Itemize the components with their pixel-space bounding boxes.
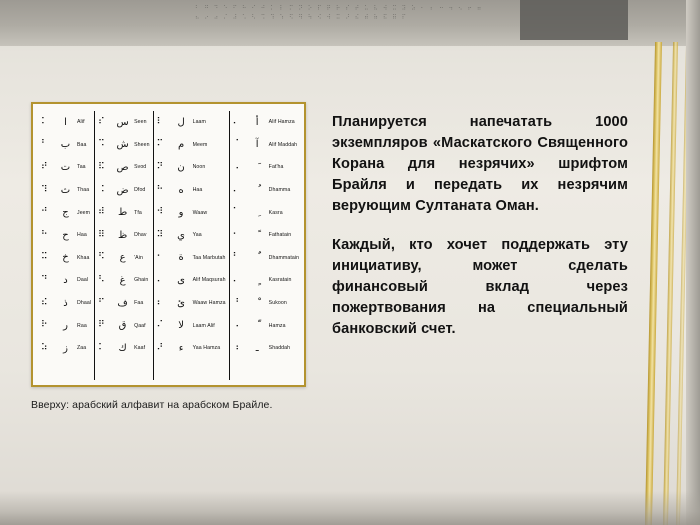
braille-glyph: ⠠ [232, 161, 239, 172]
letter-name: Sukoon [268, 300, 287, 307]
letter-name: Fat'ha [268, 164, 284, 171]
letter-name: Haa [77, 232, 87, 239]
chart-cell [41, 224, 91, 247]
braille-glyph: ⠺ [156, 207, 163, 218]
letter-name: Qaaf [134, 322, 146, 329]
chart-cell [233, 111, 299, 134]
arabic-letter: ط [117, 207, 128, 219]
letter-name: Alif Hamza [268, 119, 295, 126]
arabic-letter: ـ [255, 342, 259, 354]
braille-glyph: ⠍ [156, 139, 163, 150]
braille-glyph: ⠓ [156, 184, 163, 195]
arabic-letter: ق [118, 320, 127, 332]
letter-name: Yaa Hamza [192, 345, 221, 352]
chart-cell [41, 156, 91, 179]
chart-cell [233, 156, 299, 179]
arabic-letter: ض [116, 184, 129, 196]
braille-glyph: ⠓ [41, 229, 47, 240]
braille-glyph: ⠩ [98, 139, 104, 150]
arabic-letter [249, 185, 266, 196]
chart-cell [98, 111, 150, 134]
letter-name: Taa [77, 164, 86, 171]
arabic-letter: ا [64, 116, 67, 128]
panel-text-block [332, 112, 628, 340]
paragraph-2: Каждый, кто хочет поддержать эту инициативу, может сделать финансовый вклад через пожертвования на специальный банковский счет. [332, 237, 628, 337]
chart-cell [233, 337, 299, 360]
chart-cell [233, 314, 299, 337]
letter-name: Kaaf [134, 345, 146, 352]
arabic-letter: ة [178, 252, 184, 264]
arabic-letter: آ [255, 139, 259, 151]
letter-name: Dhamma [268, 187, 291, 194]
letter-name: Seen [134, 119, 147, 126]
letter-name: Sheen [134, 141, 150, 148]
arabic-letter: ت [60, 161, 71, 173]
arabic-letter [249, 230, 266, 241]
chart-cell [41, 292, 91, 315]
chart-cell [157, 179, 226, 202]
chart-cell [157, 292, 226, 315]
braille-glyph: ⠝ [156, 161, 163, 172]
arabic-letter: ئ [177, 297, 185, 309]
arabic-letter: لا [178, 320, 184, 332]
arabic-letter: ث [60, 184, 71, 196]
chart-column [95, 111, 154, 380]
panel-right-edge [686, 0, 700, 525]
braille-glyph: ⠅ [41, 116, 47, 127]
chart-cell [41, 201, 91, 224]
letter-name: Tfa [134, 209, 142, 216]
braille-glyph: ⠁ [232, 207, 239, 218]
braille-glyph: ⠙ [41, 274, 47, 285]
braille-glyph: ⠨ [98, 184, 104, 195]
arabic-letter: خ [62, 252, 69, 264]
chart-cell [157, 156, 226, 179]
chart-cell [157, 337, 226, 360]
braille-glyph: ⠆ [156, 297, 163, 308]
chart-cell [41, 314, 91, 337]
braille-glyph: ⠫ [98, 252, 104, 263]
letter-name: Alif [77, 119, 85, 126]
letter-name: Ghain [134, 277, 149, 284]
paragraph-1: Планируется напечатать 1000 экземпляров «Маскатского Священного Корана для незрячих» шрифтом Брайля и передать их незрячим верующим Султаната Оман. [332, 114, 628, 214]
braille-glyph: ⠈ [232, 139, 239, 150]
letter-name: Thaa [77, 187, 90, 194]
chart-cell [41, 247, 91, 270]
braille-glyph: ⠄ [232, 184, 239, 195]
chart-cell [157, 111, 226, 134]
braille-glyph: ⠟ [98, 320, 104, 331]
chart-grid [38, 111, 299, 380]
arabic-letter: ص [116, 161, 129, 173]
letter-name: Hamza [268, 322, 286, 329]
arabic-letter: ه [178, 184, 184, 196]
braille-glyph: ⠠ [232, 320, 239, 331]
braille-glyph: ⠞ [41, 161, 47, 172]
letter-name: Alif Maqsurah [192, 277, 226, 284]
letter-name: Waaw [192, 209, 208, 216]
braille-glyph: ⠅ [98, 342, 104, 353]
braille-glyph: ⠣ [98, 274, 104, 285]
braille-glyph: ⠯ [98, 161, 104, 172]
letter-name: Fathatain [268, 232, 292, 239]
letter-name: Daal [77, 277, 89, 284]
arabic-letter: س [116, 116, 129, 128]
dark-photo-block [520, 0, 628, 40]
braille-glyph: ⠂ [232, 229, 239, 240]
letter-name: Noon [192, 164, 206, 171]
braille-glyph: ⠿ [98, 229, 104, 240]
chart-column [38, 111, 95, 380]
chart-cell [233, 269, 299, 292]
braille-glyph: ⠭ [41, 252, 47, 263]
chart-cell [233, 292, 299, 315]
letter-name: Dhaal [77, 300, 92, 307]
arabic-letter: ف [117, 297, 128, 309]
chart-cell [157, 201, 226, 224]
letter-name: Laam Alif [192, 322, 215, 329]
braille-glyph: ⠘ [232, 297, 239, 308]
panel-top-strip [0, 0, 700, 46]
chart-cell [98, 247, 150, 270]
braille-glyph: ⠽ [156, 229, 163, 240]
arabic-letter: م [177, 139, 185, 151]
chart-cell [233, 224, 299, 247]
braille-glyph: ⠋ [98, 297, 104, 308]
chart-column [230, 111, 302, 380]
chart-cell [98, 292, 150, 315]
chart-cell [41, 269, 91, 292]
arabic-letter: ن [177, 161, 185, 173]
braille-glyph: ⠵ [41, 342, 47, 353]
braille-glyph: ⠾ [98, 207, 104, 218]
arabic-letter [249, 207, 266, 218]
letter-name: Kasratain [268, 277, 292, 284]
gold-band-1 [645, 42, 662, 525]
letter-name: Jeem [77, 209, 91, 216]
letter-name: Taa Marbutah [192, 254, 226, 261]
letter-name: Meem [192, 141, 208, 148]
gold-band-2 [663, 42, 678, 525]
letter-name: Dfod [134, 187, 146, 194]
chart-column [154, 111, 230, 380]
letter-name: Waaw Hamza [192, 300, 226, 307]
chart-cell [98, 201, 150, 224]
chart-cell [98, 269, 150, 292]
letter-name: Yaa [192, 232, 202, 239]
braille-glyph: ⠇ [156, 116, 163, 127]
braille-glyph: ⠹ [41, 184, 47, 195]
braille-glyph: ⠃ [232, 252, 239, 263]
letter-name: Alif Maddah [268, 141, 298, 148]
arabic-letter: ب [60, 139, 71, 151]
letter-name: Haa [192, 187, 203, 194]
chart-cell [157, 314, 226, 337]
letter-name: Baa [77, 141, 87, 148]
letter-name: Svod [134, 164, 147, 171]
letter-name: Faa [134, 300, 144, 307]
letter-name: Shaddah [268, 345, 291, 352]
chart-cell [98, 337, 150, 360]
panel-bottom-shadow [0, 491, 700, 525]
braille-glyph: ⠄ [156, 274, 163, 285]
chart-cell [98, 224, 150, 247]
chart-cell [41, 134, 91, 157]
chart-cell [98, 134, 150, 157]
arabic-letter: ك [118, 342, 127, 354]
arabic-letter: ر [63, 320, 68, 332]
braille-glyph: ⠰ [232, 342, 239, 353]
arabic-letter: د [63, 274, 68, 286]
braille-dots-decor: ⠃⠛⠙⠑⠋⠓⠊⠚⠅⠇⠍⠝⠕⠏⠟⠗⠎⠞⠥⠧⠺⠭⠽⠵⠂⠆⠒⠲⠢⠖⠶⠦⠔⠴⠌⠼⠡⠣⠩⠹⠱⠫⠻⠳⠪⠺⠭⠜⠮⠾⠷⠯⠿⠏ [195, 6, 487, 21]
arabic-letter: و [178, 207, 184, 219]
chart-cell [233, 201, 299, 224]
chart-cell [157, 134, 226, 157]
arabic-letter [249, 298, 266, 309]
chart-cell [157, 247, 226, 270]
arabic-letter [249, 275, 266, 286]
arabic-letter: ل [177, 116, 185, 128]
braille-glyph: ⠃ [41, 139, 47, 150]
braille-glyph: ⠎ [98, 116, 104, 127]
braille-glyph: ⠄ [232, 116, 239, 127]
letter-name: Dhav [134, 232, 147, 239]
letter-name: Khaa [77, 254, 90, 261]
chart-cell [41, 111, 91, 134]
chart-cell [41, 337, 91, 360]
braille-glyph: ⠚ [41, 207, 47, 218]
chart-cell [41, 179, 91, 202]
arabic-braille-chart [31, 102, 306, 387]
chart-cell [157, 269, 226, 292]
arabic-letter: أ [255, 116, 259, 128]
arabic-letter: ح [62, 229, 69, 241]
arabic-letter: ظ [117, 229, 128, 241]
letter-name: Zaa [77, 345, 87, 352]
chart-cell [98, 156, 150, 179]
chart-cell [233, 134, 299, 157]
arabic-letter: غ [119, 274, 126, 286]
chart-cell [233, 247, 299, 270]
arabic-letter [249, 162, 266, 173]
braille-glyph: ⠜ [156, 342, 163, 353]
arabic-letter: ج [62, 207, 69, 219]
braille-glyph: ⠗ [41, 320, 47, 331]
letter-name: Laam [192, 119, 206, 126]
arabic-letter: ع [119, 252, 126, 264]
chart-cell [157, 224, 226, 247]
chart-cell [233, 179, 299, 202]
chart-cell [98, 179, 150, 202]
arabic-letter: ء [178, 342, 184, 354]
letter-name: 'Ain [134, 254, 143, 261]
letter-name: Dhammatain [268, 254, 300, 261]
arabic-letter: ي [177, 229, 185, 241]
letter-name: Kasra [268, 209, 283, 216]
braille-glyph: ⠄ [232, 274, 239, 285]
arabic-letter: ذ [63, 297, 68, 309]
chart-caption: Вверху: арабский алфавит на арабском Брайле. [31, 399, 273, 411]
arabic-letter: ى [177, 274, 185, 286]
braille-glyph: ⠮ [41, 297, 47, 308]
braille-glyph: ⠂ [156, 252, 163, 263]
chart-cell [98, 314, 150, 337]
arabic-letter: ز [63, 342, 68, 354]
arabic-letter [249, 252, 266, 263]
braille-glyph: ⠌ [156, 320, 163, 331]
letter-name: Raa [77, 322, 87, 329]
arabic-letter: ش [116, 139, 129, 151]
arabic-letter [249, 320, 266, 331]
